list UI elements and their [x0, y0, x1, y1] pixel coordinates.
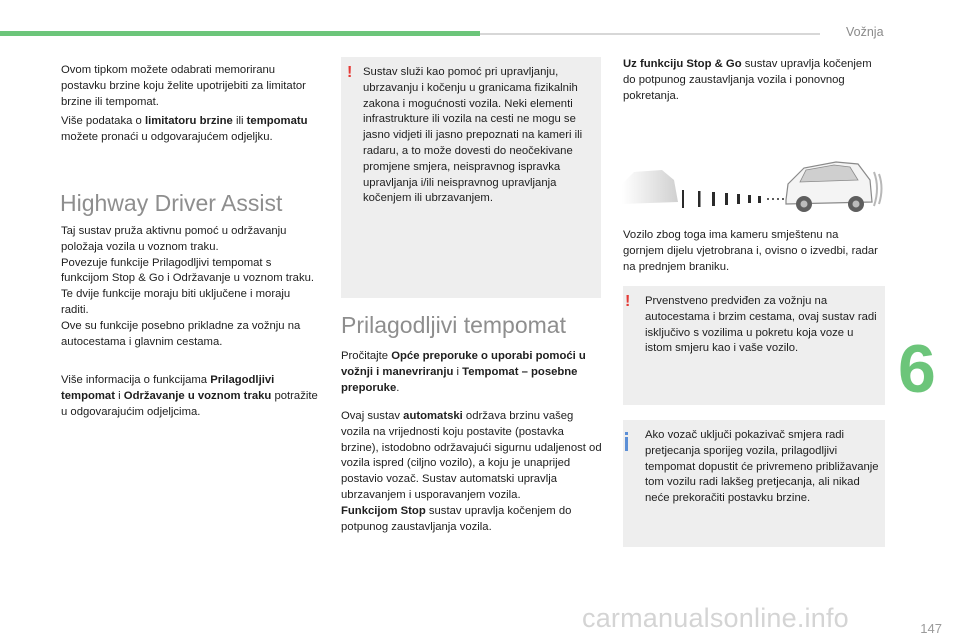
warning-icon: ! [347, 64, 353, 81]
page-number: 147 [920, 621, 942, 636]
warning-text: Sustav služi kao pomoć pri upravljanju, ubrzavanju i kočenju u granicama fizikalnih zakona i mogućnosti vozila. Neki elementi infrastrukture ili vozila na cesti ne mogu se jasno vidjeti ili jasno prepoznati na kameri ili radaru, a to može dovesti do neočekivane promjene smjera, neispravnog ispravka upravljanja i/ili neispravnog upravljanja kočenjem ili ubrzavanjem. [363, 66, 583, 205]
warning-icon: ! [625, 293, 631, 310]
warning-box-system [341, 57, 601, 298]
more-info-paragraph: Više podataka o limitatoru brzine ili tempomatu možete pronaći u odgovarajućem odjeljku. [61, 115, 308, 143]
info-icon [625, 437, 628, 451]
radar-signal-marks [682, 190, 784, 208]
leading-vehicle-shape [622, 170, 678, 204]
header-accent-bar [0, 31, 480, 36]
highway-more-info: Više informacija o funkcijama Prilagodljivi tempomat i Održavanje u voznom traku potražite u odgovarajućim odjeljcima. [61, 374, 318, 418]
usage-warning-text: Prvenstveno predviđen za vožnju na autocestama i brzim cestama, ovaj sustav radi isključivo s vozilima u pokretu koja voze u istom smjeru kao i vaše vozilo. [645, 295, 877, 355]
adaptive-description: Ovaj sustav automatski održava brzinu vašeg vozila na vrijednosti koju postavite (postavka brzine), istodobno održavajući sigurnu udaljenost od vozila ispred (ciljno vozilo), a koju je unaprijed postavio vozač. Sustav automatski upravlja ubrzavanjem i usporavanjem vozila. Funkcijom Stop sustav upravlja kočenjem do potpunog zaustavljanja vozila. [341, 410, 602, 533]
camera-paragraph: Vozilo zbog toga ima kameru smještenu na gornjem dijelu vjetrobrana i, ovisno o izvedbi, radar na prednjem braniku. [623, 229, 878, 273]
car-radar-illustration [622, 150, 884, 220]
overtaking-info-text: Ako vozač uključi pokazivač smjera radi pretjecanja sporijeg vozila, prilagodljivi tempomat dopustit će privremeno približavanje tom vozilu radi lakšeg pretjecanja, ali nikad neće prekoračiti postavku brzine. [645, 429, 879, 505]
watermark: carmanualsonline.info [582, 603, 849, 633]
info-icon-dot [625, 432, 628, 435]
highway-line-1: Taj sustav pruža aktivnu pomoć u održavanju položaja vozila u voznom traku. [61, 225, 287, 253]
car-radar-diagram [622, 150, 884, 220]
stop-go-paragraph: Uz funkciju Stop & Go sustav upravlja kočenjem do potpunog zaustavljanja vozila i ponovnog pokretanja. [623, 58, 872, 102]
warning-box-usage [623, 286, 885, 405]
own-vehicle [786, 162, 872, 212]
section-title: Vožnja [846, 25, 884, 39]
section-heading-adaptive: Prilagodljivi tempomat [341, 312, 566, 338]
info-box-overtaking [623, 420, 885, 547]
read-recommendations: Pročitajte Opće preporuke o uporabi pomoći u vožnji i manevriranju i Tempomat – posebne preporuke. [341, 350, 586, 394]
section-heading-highway: Highway Driver Assist [60, 190, 283, 216]
header-rule [480, 33, 820, 35]
highway-line-3: Te dvije funkcije moraju biti uključene i moraju raditi. [61, 288, 291, 316]
motion-lines [874, 172, 882, 206]
highway-line-4: Ove su funkcije posebno prikladne za vožnju na autocestama i glavnim cestama. [61, 319, 301, 348]
highway-description [61, 224, 317, 350]
chapter-number: 6 [898, 331, 936, 407]
intro-paragraph: Ovom tipkom možete odabrati memoriranu postavku brzine koju želite upotrijebiti za limitator brzine ili tempomat. [61, 64, 306, 108]
highway-line-2: Povezuje funkcije Prilagodljivi tempomat s funkcijom Stop & Go i Održavanje u voznom traku. [61, 256, 315, 285]
